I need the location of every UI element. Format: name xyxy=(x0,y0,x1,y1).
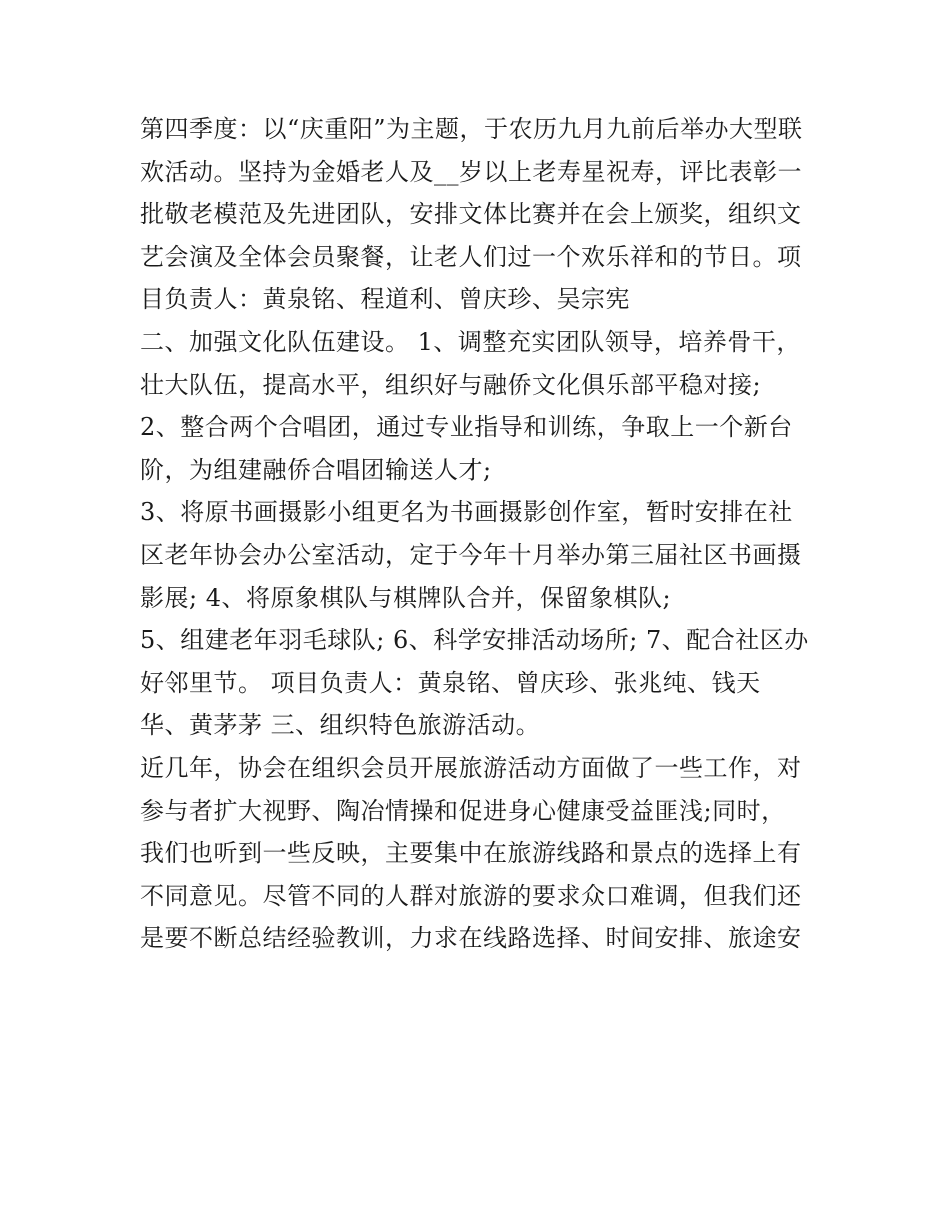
text-line: 华、黄茅茅 三、组织特色旅游活动。 xyxy=(140,711,541,740)
text-line: 好邻里节。 项目负责人：黄泉铭、曾庆珍、张兆纯、钱天 xyxy=(140,668,761,697)
text-line: 二、加强文化队伍建设。 1、调整充实团队领导，培养骨干， xyxy=(140,327,801,356)
text-line: 近几年，协会在组织会员开展旅游活动方面做了一些工作，对 xyxy=(140,753,802,782)
text-line: 我们也听到一些反映，主要集中在旅游线路和景点的选择上有 xyxy=(140,839,802,868)
text-line: 5、组建老年羽毛球队; 6、科学安排活动场所; 7、配合社区办 xyxy=(140,626,809,655)
text-line: 目负责人：黄泉铭、程道利、曾庆珍、吴宗宪 xyxy=(140,285,630,314)
text-line: 艺会演及全体会员聚餐，让老人们过一个欢乐祥和的节日。项 xyxy=(140,242,802,271)
text-line: 欢活动。坚持为金婚老人及__岁以上老寿星祝寿，评比表彰一 xyxy=(140,157,802,186)
text-line: 影展; 4、将原象棋队与棋牌队合并，保留象棋队; xyxy=(140,583,672,612)
text-line: 2、整合两个合唱团，通过专业指导和训练，争取上一个新台 xyxy=(140,413,793,442)
text-line: 3、将原书画摄影小组更名为书画摄影创作室，暂时安排在社 xyxy=(140,498,793,527)
text-line: 批敬老模范及先进团队，安排文体比赛并在会上颁奖，组织文 xyxy=(140,200,802,229)
text-line: 是要不断总结经验教训，力求在线路选择、时间安排、旅途安 xyxy=(140,924,802,953)
text-line: 区老年协会办公室活动，定于今年十月举办第三届社区书画摄 xyxy=(140,540,802,569)
body-text xyxy=(140,108,820,960)
text-line: 第四季度：以“庆重阳”为主题，于农历九月九前后举办大型联 xyxy=(140,115,803,143)
text-line: 不同意见。尽管不同的人群对旅游的要求众口难调，但我们还 xyxy=(140,881,802,910)
text-line: 参与者扩大视野、陶冶情操和促进身心健康受益匪浅;同时， xyxy=(140,796,786,825)
text-line: 壮大队伍，提高水平，组织好与融侨文化俱乐部平稳对接; xyxy=(140,370,762,399)
text-line: 阶，为组建融侨合唱团输送人才; xyxy=(140,455,492,484)
